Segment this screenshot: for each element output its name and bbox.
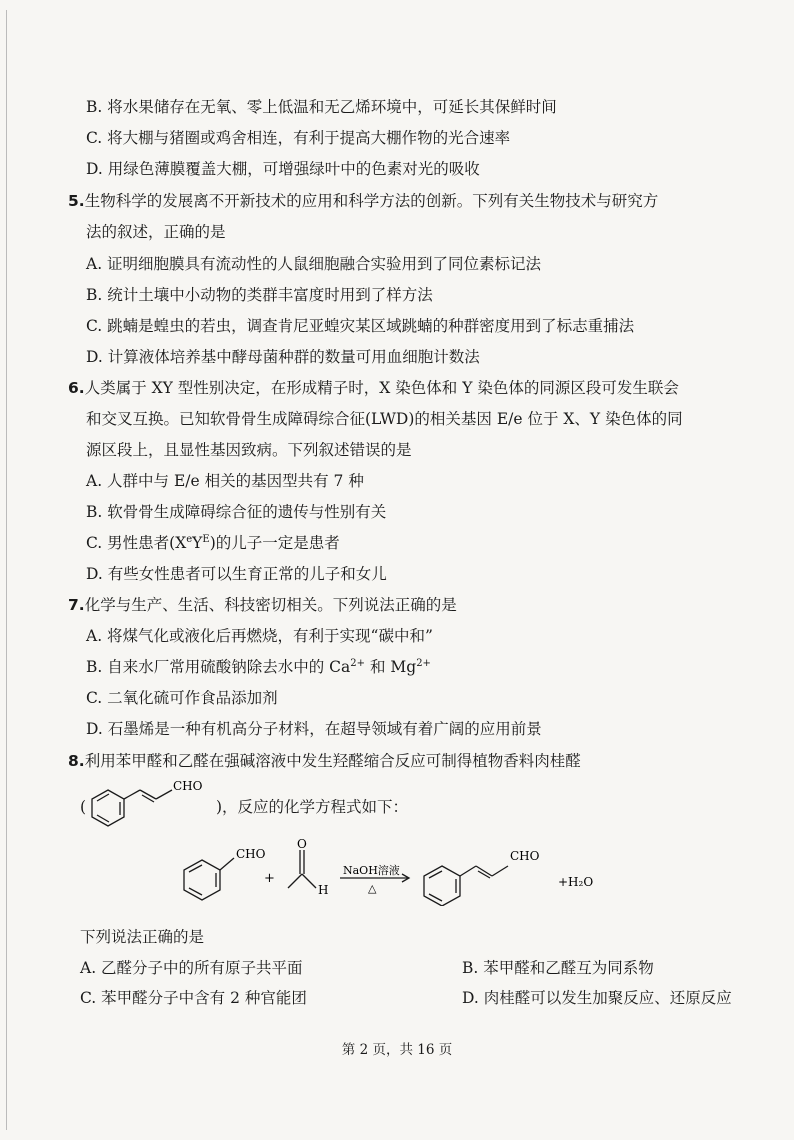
q8-option-c: C. 苯甲醛分子中含有 2 种官能团	[80, 989, 307, 1007]
q7-stem-text: 化学与生产、生活、科技密切相关。下列说法正确的是	[84, 596, 457, 614]
q5-stem-line1	[68, 190, 774, 212]
q6-stem1: 人类属于 XY 型性别决定，在形成精子时，X 染色体和 Y 染色体的同源区段可发生联会	[84, 379, 679, 397]
q6-optc-text3: )的儿子一定是患者	[209, 534, 340, 552]
page-footer: 第 2 页，共 16 页	[341, 1042, 453, 1058]
q8-paren-open: (	[80, 798, 87, 816]
q7-option-c: C. 二氧化硫可作食品添加剂	[86, 689, 278, 707]
q4-option-d: D. 用绿色薄膜覆盖大棚，可增强绿叶中的色素对光的吸收	[86, 160, 480, 178]
q8-prompt: 下列说法正确的是	[80, 928, 205, 946]
q8-options-row2	[80, 987, 774, 1009]
q8-stem1: 利用苯甲醛和乙醛在强碱溶液中发生羟醛缩合反应可制得植物香料肉桂醛	[84, 752, 581, 770]
q7-number: 7.	[68, 596, 85, 614]
q6-stem-line2: 和交叉互换。已知软骨骨生成障碍综合征(LWD)的相关基因 E/e 位于 X、Y 染色体的同	[86, 410, 683, 428]
q7-option-d: D. 石墨烯是一种有机高分子材料，在超导领域有着广阔的应用前景	[86, 720, 542, 738]
q6-stem-line1	[68, 377, 774, 399]
cinnamaldehyde-cho-label: CHO	[173, 779, 203, 793]
q7-optb-sup2: 2+	[416, 657, 431, 669]
q5-number: 5.	[68, 192, 85, 210]
q8-option-d: D. 肉桂醛可以发生加聚反应、还原反应	[462, 989, 732, 1007]
q5-stem-line2: 法的叙述，正确的是	[86, 223, 226, 241]
q7-optb-sup1: 2+	[350, 657, 366, 669]
plus-sign: +	[264, 871, 275, 886]
q5-option-b: B. 统计土壤中小动物的类群丰富度时用到了样方法	[86, 286, 433, 304]
water-product: +H₂O	[558, 875, 594, 889]
benzaldehyde-cho-label: CHO	[236, 847, 266, 861]
q7-optb-text2: 和 Mg	[365, 658, 417, 676]
q6-optc-text2: Y	[192, 534, 203, 552]
cinnamaldehyde-structure	[88, 776, 218, 832]
q6-optc-sup1: e	[186, 533, 193, 545]
reaction-condition-top: NaOH溶液	[343, 864, 400, 877]
q8-stem-line1	[68, 750, 774, 772]
q6-option-b: B. 软骨骨生成障碍综合征的遗传与性别有关	[86, 503, 387, 521]
q6-optc-sup2: E	[202, 533, 210, 545]
q6-option-a: A. 人群中与 E/e 相关的基因型共有 7 种	[86, 472, 364, 490]
q5-option-a: A. 证明细胞膜具有流动性的人鼠细胞融合实验用到了同位素标记法	[86, 255, 542, 273]
q6-optc-text1: C. 男性患者(X	[86, 534, 187, 552]
q5-option-c: C. 跳蝻是蝗虫的若虫，调查肯尼亚蝗灾某区域跳蝻的种群密度用到了标志重捕法	[86, 317, 635, 335]
cinnamaldehyde-ring	[424, 866, 460, 906]
q5-option-d: D. 计算液体培养基中酵母菌种群的数量可用血细胞计数法	[86, 348, 480, 366]
scan-edge-line	[6, 10, 7, 1130]
q8-option-a: A. 乙醛分子中的所有原子共平面	[80, 959, 303, 977]
q6-stem-line3: 源区段上，且显性基因致病。下列叙述错误的是	[86, 441, 412, 459]
q7-stem	[68, 594, 774, 616]
acetaldehyde-o-label: O	[297, 837, 307, 851]
product-cho-label: CHO	[510, 849, 540, 863]
acetaldehyde-h-label: H	[318, 883, 329, 897]
q4-option-b: B. 将水果储存在无氧、零上低温和无乙烯环境中，可延长其保鲜时间	[86, 98, 557, 116]
q7-option-a: A. 将煤气化或液化后再燃烧，有利于实现“碳中和”	[86, 627, 433, 645]
q6-option-d: D. 有些女性患者可以生育正常的儿子和女儿	[86, 565, 387, 583]
reaction-condition-bottom: △	[368, 882, 377, 895]
q7-option-b	[86, 656, 774, 678]
q8-number: 8.	[68, 752, 85, 770]
reaction-equation	[180, 836, 620, 906]
q7-optb-text1: B. 自来水厂常用硫酸钠除去水中的 Ca	[86, 658, 351, 676]
q8-option-b: B. 苯甲醛和乙醛互为同系物	[462, 959, 654, 977]
q5-stem1: 生物科学的发展离不开新技术的应用和科学方法的创新。下列有关生物技术与研究方	[84, 192, 659, 210]
acetaldehyde-bonds	[288, 874, 302, 888]
q8-options-row1	[80, 957, 774, 979]
benzaldehyde-ring	[184, 860, 220, 900]
q6-option-c	[86, 532, 774, 554]
q4-option-c: C. 将大棚与猪圈或鸡舍相连，有利于提高大棚作物的光合速率	[86, 129, 511, 147]
q6-number: 6.	[68, 379, 85, 397]
q8-stem2: )，反应的化学方程式如下：	[216, 798, 409, 816]
